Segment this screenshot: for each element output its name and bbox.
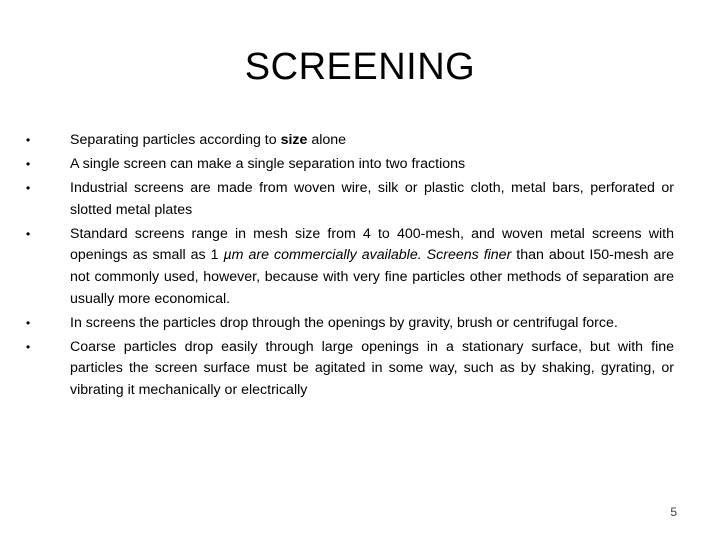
bullet-text: Industrial screens are made from woven wire, silk or plastic cloth, metal bars, perforated or slotted metal plates: [70, 180, 674, 218]
bullet-item: [26, 178, 674, 221]
bullet-item: [26, 154, 674, 176]
bullet-dot-icon: •: [26, 181, 31, 196]
page-number: 5: [670, 505, 677, 519]
bullet-text-part: Standard screens range in mesh size from 4 to 400-mesh, and woven metal screens with openings as small as 1: [70, 225, 674, 264]
bullet-dot-icon: •: [26, 339, 31, 354]
bullet-text: In screens the particles drop through the openings by gravity, brush or centrifugal force.: [70, 314, 618, 331]
bullet-item: [26, 337, 674, 402]
bullet-text-part: than about I50-mesh are not commonly used, however, because with very fine particles other methods of separation are usually more economical.: [70, 247, 675, 307]
bullet-text: A single screen can make a single separation into two fractions: [70, 156, 466, 173]
bullet-dot-icon: •: [26, 315, 31, 330]
bullet-text: Coarse particles drop easily through large openings in a stationary surface, but with fine particles the screen surface must be agitated in some way, such as by shaking, gyrating, or vibrating it mechanically or electrically: [70, 338, 674, 399]
bullet-dot-icon: •: [26, 226, 31, 241]
bullet-text: [70, 226, 674, 307]
slide-title: SCREENING: [244, 46, 476, 88]
bullet-text-italic: µm are commercially available. Screens finer: [223, 247, 512, 264]
bullet-list: [26, 130, 674, 404]
bullet-item: [26, 224, 674, 310]
bullet-dot-icon: •: [26, 133, 31, 147]
bullet-text-part: Separating particles according to: [70, 132, 281, 148]
bullet-text-bold: size: [280, 132, 308, 148]
bullet-item: [26, 313, 674, 335]
bullet-text: [70, 132, 346, 148]
bullet-item: [26, 130, 674, 152]
bullet-dot-icon: •: [26, 157, 31, 172]
bullet-text-part: alone: [307, 132, 347, 148]
